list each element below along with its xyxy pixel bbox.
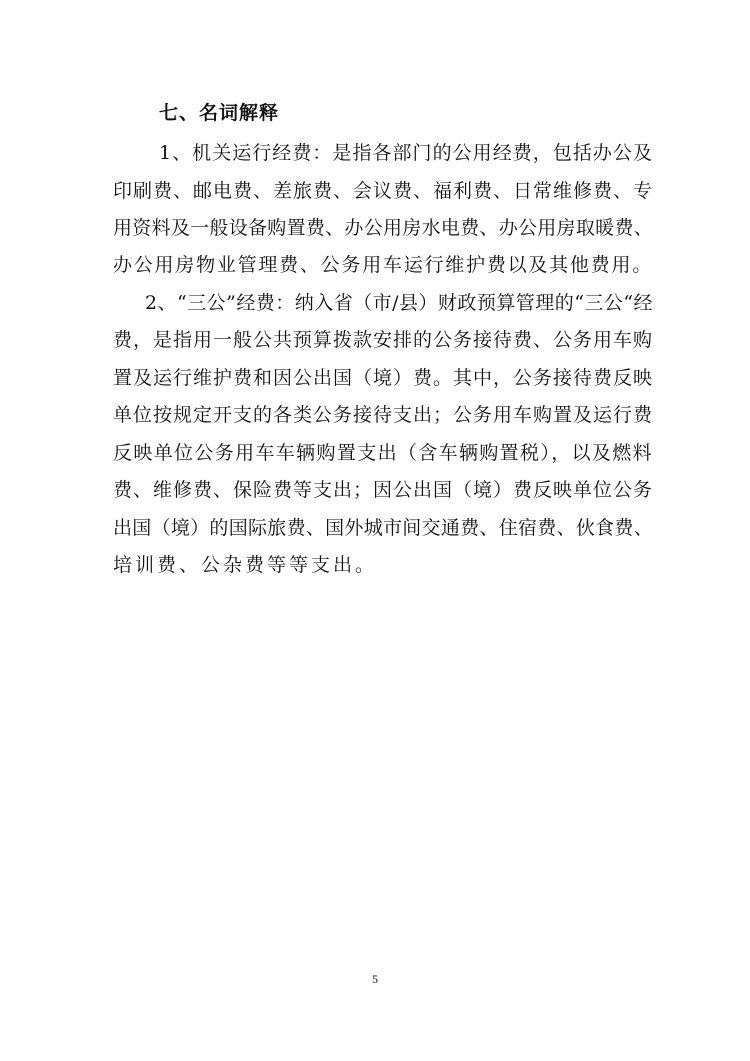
definition-2-line-8: 培训费、公杂费等等支出。 [113,554,378,576]
definition-2-line-7: 出国（境）的国际旅费、国外城市间交通费、住宿费、伙食费、 [113,517,653,539]
definition-1-line-1: 1、机关运行经费：是指各部门的公用经费，包括办公及 [159,142,653,164]
definition-1-line-3: 用资料及一般设备购置费、办公用房水电费、办公用房取暖费、 [113,217,653,239]
definition-2-line-5: 反映单位公务用车车辆购置支出（含车辆购置税），以及燃料 [113,442,653,464]
definition-2-line-2: 费，是指用一般公共预算拨款安排的公务接待费、公务用车购 [113,329,653,351]
definition-1-line-2: 印刷费、邮电费、差旅费、会议费、福利费、日常维修费、专 [113,180,653,202]
section-heading: 七、名词解释 [159,102,280,124]
definition-2-line-6: 费、维修费、保险费等支出；因公出国（境）费反映单位公务 [113,479,653,501]
definition-2-line-3: 置及运行维护费和因公出国（境）费。其中，公务接待费反映 [113,367,653,389]
definition-2-line-4: 单位按规定开支的各类公务接待支出；公务用车购置及运行费 [113,404,653,426]
page-number: 5 [372,972,378,986]
definition-1-line-4: 办公用房物业管理费、公务用车运行维护费以及其他费用。 [113,254,653,276]
definition-2-line-1: 2、“三公”经费：纳入省（市/县）财政预算管理的“三公“经 [145,292,653,314]
